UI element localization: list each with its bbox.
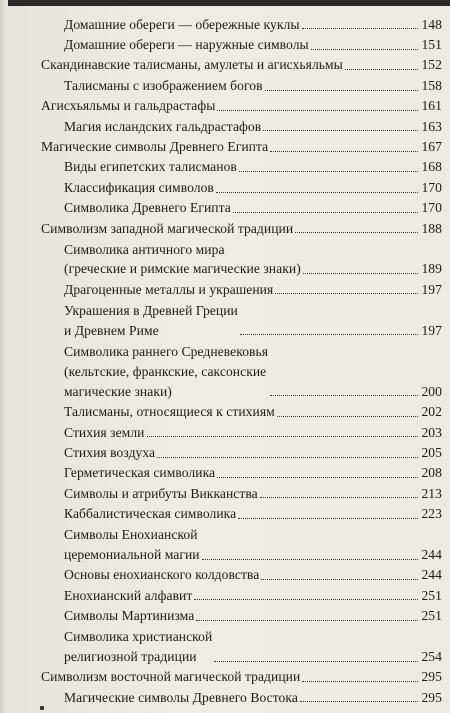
toc-chapter-entry [41, 667, 442, 687]
toc-page-number: 200 [421, 383, 442, 399]
toc-section-entry [64, 606, 442, 626]
toc-title-line: Герметическая символика [64, 465, 216, 481]
toc-title-line: Каббалистическая символика [64, 506, 237, 522]
toc-row [0, 503, 450, 523]
toc-entry-title [64, 402, 275, 422]
toc-entry-title [64, 627, 212, 666]
toc-entry-title [64, 117, 261, 137]
toc-entry-title [64, 688, 298, 708]
toc-title-line: церемониальной магии [64, 546, 200, 562]
toc-title-line: Магические символы Древнего Востока [64, 689, 298, 705]
toc-entry-title [64, 586, 192, 606]
toc-section-entry [64, 627, 442, 666]
dot-leader [270, 391, 418, 396]
toc-page-number: 205 [421, 444, 442, 460]
toc-page-number: 168 [421, 159, 442, 175]
toc-page-number: 170 [421, 179, 442, 195]
toc-section-entry [64, 402, 442, 422]
toc-title-line: Агисхьяльмы и гальдрастафы [41, 98, 216, 114]
dot-leader [196, 616, 418, 621]
dot-leader [295, 228, 418, 233]
dot-leader [216, 188, 418, 193]
toc-title-line: Символика христианской [64, 629, 213, 645]
dot-leader [265, 86, 418, 91]
dot-leader [261, 575, 418, 580]
dot-leader [311, 45, 418, 50]
toc-entry-title [64, 76, 263, 96]
toc-row [0, 524, 450, 565]
toc-row [0, 218, 450, 238]
toc-entry-title [64, 342, 268, 401]
dot-leader [217, 473, 418, 478]
toc-section-entry [64, 342, 442, 401]
toc-section-entry [64, 15, 442, 35]
dot-leader [302, 24, 418, 29]
toc-chapter-entry [41, 137, 442, 157]
toc-entry-title [64, 240, 301, 279]
toc-title-line: Драгоценные металлы и украшения [64, 281, 274, 297]
toc-section-entry [64, 117, 442, 137]
toc-row [0, 34, 450, 54]
toc-row [0, 565, 450, 585]
toc-title-line: и Древнем Риме [64, 322, 159, 338]
toc-section-entry [64, 423, 442, 443]
toc-section-entry [64, 178, 442, 198]
toc-page-number: 197 [421, 281, 442, 297]
toc-row [0, 279, 450, 299]
dot-leader [270, 147, 418, 152]
toc-title-line: Стихия земли [64, 424, 145, 440]
toc-entry-title [64, 178, 214, 198]
toc-title-line: Классификация символов [64, 179, 214, 195]
toc-page-number: 244 [421, 546, 442, 562]
dot-leader [147, 432, 419, 437]
toc-entry-title [64, 423, 145, 443]
toc-section-entry [64, 240, 442, 279]
toc-page-number: 203 [421, 424, 442, 440]
toc-title-line: Скандинавские талисманы, амулеты и агисхьяльмы [41, 57, 343, 73]
toc-page-number: 161 [421, 98, 442, 114]
toc-row [0, 585, 450, 605]
toc-title-line: Магические символы Древнего Египта [41, 139, 269, 155]
table-of-contents [0, 14, 450, 707]
toc-section-entry [64, 586, 442, 606]
toc-page-number: 213 [421, 485, 442, 501]
dot-leader [275, 289, 418, 294]
toc-page-number: 148 [421, 16, 442, 32]
toc-title-line: Талисманы с изображением богов [64, 77, 263, 93]
toc-row [0, 299, 450, 340]
toc-row [0, 75, 450, 95]
toc-page-number: 254 [421, 648, 442, 664]
toc-page-number: 189 [421, 261, 442, 277]
toc-title-line: (кельтские, франкские, саксонские [64, 364, 267, 380]
toc-entry-title [41, 137, 268, 157]
toc-section-entry [64, 484, 442, 504]
toc-page-number: 152 [421, 57, 442, 73]
dot-leader [345, 65, 418, 70]
toc-title-line: Символы и атрибуты Викканства [64, 485, 258, 501]
toc-page-number: 151 [421, 37, 442, 53]
toc-title-line: Домашние обереги — обережные куклы [64, 16, 300, 32]
dot-leader [239, 167, 418, 172]
toc-page-number: 202 [421, 404, 442, 420]
toc-title-line: Стихия воздуха [64, 444, 156, 460]
toc-entry-title [64, 525, 200, 564]
toc-row [0, 198, 450, 218]
toc-section-entry [64, 35, 442, 55]
toc-entry-title [41, 219, 293, 239]
toc-entry-title [64, 484, 258, 504]
toc-title-line: Символы Енохианской [64, 527, 198, 543]
toc-page-number: 197 [421, 322, 442, 338]
toc-title-line: Символика античного мира [64, 241, 225, 257]
toc-section-entry [64, 280, 442, 300]
toc-entry-title [64, 301, 238, 340]
toc-section-entry [64, 443, 442, 463]
dot-leader [303, 269, 418, 274]
toc-entry-title [64, 443, 155, 463]
toc-row [0, 157, 450, 177]
toc-chapter-entry [41, 96, 442, 116]
toc-page-number: 223 [421, 506, 442, 522]
toc-row [0, 401, 450, 421]
toc-row [0, 483, 450, 503]
toc-section-entry [64, 157, 442, 177]
toc-title-line: Енохианский алфавит [64, 587, 193, 603]
toc-row [0, 605, 450, 625]
toc-page-number: 295 [421, 669, 442, 685]
dot-leader [300, 697, 418, 702]
toc-section-entry [64, 76, 442, 96]
dot-leader [217, 106, 418, 111]
toc-row [0, 626, 450, 667]
toc-page-number: 208 [421, 465, 442, 481]
toc-entry-title [64, 606, 194, 626]
toc-page-number: 251 [421, 587, 442, 603]
toc-section-entry [64, 504, 442, 524]
toc-row [0, 687, 450, 707]
toc-section-entry [64, 565, 442, 585]
toc-entry-title [64, 157, 237, 177]
toc-entry-title [41, 667, 300, 687]
dot-leader [277, 412, 418, 417]
toc-row [0, 238, 450, 279]
toc-section-entry [64, 198, 442, 218]
toc-entry-title [64, 15, 300, 35]
toc-title-line: Виды египетских талисманов [64, 159, 237, 175]
toc-section-entry [64, 525, 442, 564]
toc-section-entry [64, 301, 442, 340]
toc-page-number: 295 [421, 689, 442, 705]
toc-page-number: 167 [421, 139, 442, 155]
toc-title-line: Домашние обереги — наружные символы [64, 37, 309, 53]
dot-leader [260, 493, 418, 498]
dot-leader [157, 453, 418, 458]
toc-entry-title [41, 96, 215, 116]
toc-row [0, 14, 450, 34]
toc-entry-title [64, 504, 236, 524]
toc-title-line: Символизм западной магической традиции [41, 220, 294, 236]
toc-page-number: 163 [421, 118, 442, 134]
toc-title-line: Символика раннего Средневековья [64, 344, 269, 360]
toc-page-number: 158 [421, 77, 442, 93]
toc-row [0, 463, 450, 483]
toc-row [0, 136, 450, 156]
toc-chapter-entry [41, 219, 442, 239]
dot-leader [202, 555, 418, 560]
toc-title-line: Символы Мартинизма [64, 608, 195, 624]
toc-chapter-entry [41, 55, 442, 75]
toc-page-number: 251 [421, 608, 442, 624]
dot-leader [240, 330, 418, 335]
toc-row [0, 177, 450, 197]
toc-title-line: магические знаки) [64, 383, 172, 399]
dot-leader [302, 677, 418, 682]
toc-title-line: Украшения в Древней Греции [64, 302, 238, 318]
page-corner-mark [40, 706, 44, 710]
toc-section-entry [64, 688, 442, 708]
toc-row [0, 340, 450, 401]
toc-entry-title [41, 55, 343, 75]
dot-leader [214, 657, 418, 662]
top-rule [8, 0, 450, 6]
toc-row [0, 96, 450, 116]
toc-entry-title [64, 463, 215, 483]
toc-entry-title [64, 565, 259, 585]
toc-page-number: 188 [421, 220, 442, 236]
toc-entry-title [64, 280, 273, 300]
toc-section-entry [64, 463, 442, 483]
toc-entry-title [64, 35, 309, 55]
toc-title-line: Символизм восточной магической традиции [41, 669, 301, 685]
toc-page-number: 244 [421, 567, 442, 583]
toc-row [0, 55, 450, 75]
dot-leader [263, 126, 418, 131]
toc-title-line: Символика Древнего Египта [64, 200, 231, 216]
dot-leader [233, 208, 418, 213]
dot-leader [238, 514, 418, 519]
toc-row [0, 442, 450, 462]
toc-title-line: Основы енохианского колдовства [64, 567, 260, 583]
toc-title-line: Талисманы, относящиеся к стихиям [64, 404, 275, 420]
toc-row [0, 422, 450, 442]
toc-row [0, 667, 450, 687]
toc-entry-title [64, 198, 231, 218]
toc-row [0, 116, 450, 136]
dot-leader [194, 595, 418, 600]
toc-title-line: (греческие и римские магические знаки) [64, 261, 301, 277]
toc-title-line: Магия исландских гальдрастафов [64, 118, 262, 134]
toc-page-number: 170 [421, 200, 442, 216]
toc-title-line: религиозной традиции [64, 648, 197, 664]
